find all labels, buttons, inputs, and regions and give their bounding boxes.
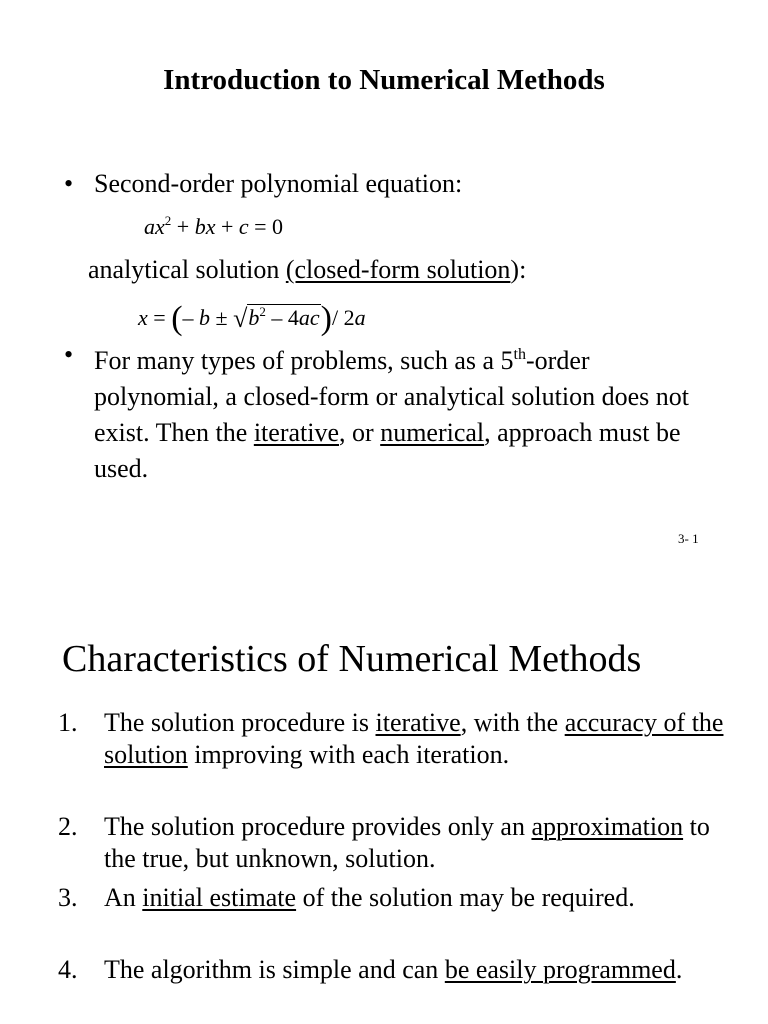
list-number: 2.: [58, 812, 78, 841]
bullet-dot: •: [64, 169, 74, 198]
list-number: 4.: [58, 955, 78, 984]
list-item-text: The solution procedure is iterative, with the accuracy of the solution improving with each iteration.: [104, 708, 724, 769]
easily-programmed-underlined: be easily programmed: [444, 955, 676, 984]
iterative-underlined: iterative: [253, 418, 340, 447]
list-item-text: The solution procedure provides only an approximation to the true, but unknown, solution.: [104, 812, 710, 873]
iterative-underlined: iterative: [375, 708, 461, 737]
quadratic-formula: x = (– $b \pm √b^2 - 4ac)/$ 2a: [138, 294, 366, 337]
bullet-dot: •: [64, 340, 74, 369]
radical-sign: √: [233, 304, 248, 333]
initial-estimate-underlined: initial estimate: [142, 883, 297, 912]
list-number: 3.: [58, 883, 78, 912]
list-item-text: The algorithm is simple and can be easily programmed.: [104, 955, 683, 984]
analytical-solution-line: analytical solution (closed-form solution):: [88, 255, 527, 284]
slide-1-title: Introduction to Numerical Methods: [163, 64, 605, 96]
square-root: $√b^2 - 4ac$: [233, 304, 320, 333]
bullet-text: For many types of problems, such as a 5th-order polynomial, a closed-form or analytical solution does not exist. Then the iterative, or numerical, approach must be used.: [94, 346, 689, 483]
list-item-text: An initial estimate of the solution may be required.: [104, 883, 635, 912]
approximation-underlined: approximation: [531, 812, 684, 841]
slide-number: 3- 1: [678, 531, 699, 546]
closed-form-solution-underlined: (closed-form solution: [285, 255, 511, 284]
bullet-text: Second-order polynomial equation:: [94, 169, 463, 198]
numerical-underlined: numerical: [380, 418, 485, 447]
list-number: 1.: [58, 708, 78, 737]
slide-2: [0, 600, 768, 1024]
slide-2-title: Characteristics of Numerical Methods: [62, 638, 642, 680]
quadratic-equation: $ax^2$ + bx + c = 0: [144, 213, 284, 239]
accuracy-underlined: accuracy of the solution: [104, 708, 724, 769]
